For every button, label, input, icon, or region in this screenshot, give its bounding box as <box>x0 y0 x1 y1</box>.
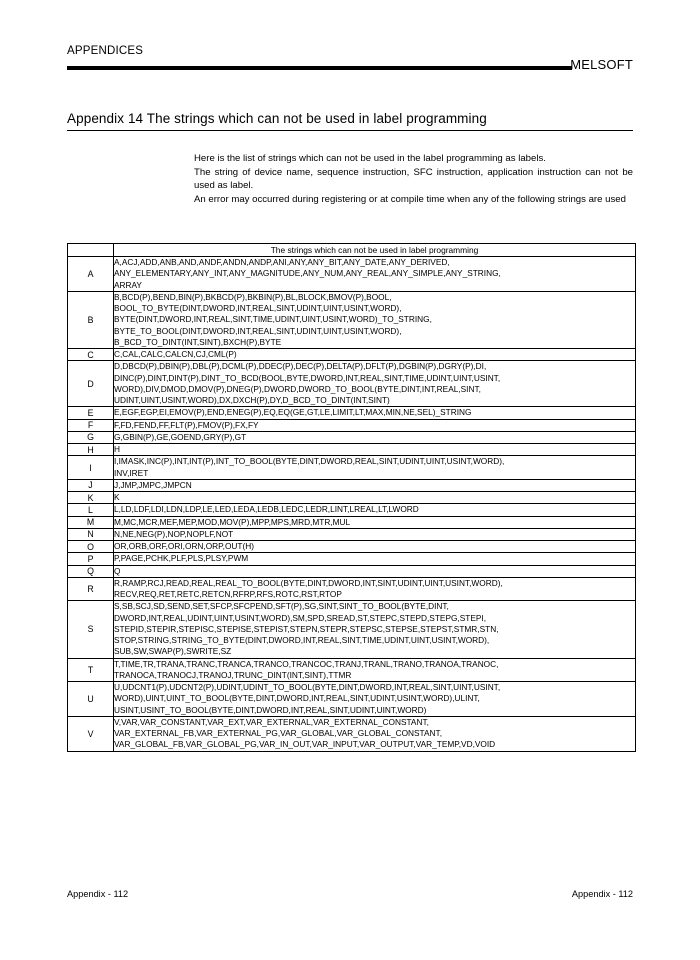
row-strings-line: C,CAL,CALC,CALCN,CJ,CML(P) <box>114 349 237 359</box>
intro-line-3: An error may occurred during registering or at compile time when any of the following strings are used <box>194 193 626 205</box>
row-strings-cell <box>114 716 636 751</box>
table-body <box>68 257 636 752</box>
table-row <box>68 541 636 553</box>
table-header-row <box>68 244 636 257</box>
row-strings-line: DWORD,INT,REAL,UDINT,UINT,USINT,WORD),SM,SPD,SREAD,ST,STEPC,STEPD,STEPG,STEPI, <box>114 612 487 623</box>
row-strings-cell <box>114 419 636 431</box>
row-strings-line: L,LD,LDF,LDI,LDN,LDP,LE,LED,LEDA,LEDB,LEDC,LEDR,LINT,LREAL,LT,LWORD <box>114 504 419 515</box>
row-strings-line: D,DBCD(P),DBIN(P),DBL(P),DCML(P),DDEC(P),DEC(P),DELTA(P),DFLT(P),DGBIN(P),DGRY(P),DI, <box>114 361 487 372</box>
row-letter-cell: C <box>68 349 114 361</box>
row-strings-line: ARRAY <box>114 279 142 290</box>
row-strings-line: R,RAMP,RCJ,READ,REAL,REAL_TO_BOOL(BYTE,DINT,DWORD,INT,SINT,UDINT,UINT,USINT,WORD), <box>114 577 503 588</box>
row-strings-cell <box>114 601 636 658</box>
row-letter-cell: Q <box>68 565 114 577</box>
header-rule <box>67 66 572 70</box>
table-row <box>68 444 636 456</box>
section-title-rule <box>67 130 633 131</box>
table-row <box>68 516 636 528</box>
table-row <box>68 601 636 658</box>
table-row <box>68 577 636 601</box>
row-letter-cell: I <box>68 456 114 480</box>
row-letter-cell: S <box>68 601 114 658</box>
table-row <box>68 528 636 540</box>
row-strings-line: T,TIME,TR,TRANA,TRANC,TRANCA,TRANCO,TRANCOC,TRANJ,TRANL,TRANO,TRANOA,TRANOC, <box>114 658 499 669</box>
row-strings-line: TRANOCA,TRANOCJ,TRANOJ,TRUNC_DINT(INT,SINT),TTMR <box>114 669 352 680</box>
row-strings-line: P,PAGE,PCHK,PLF,PLS,PLSY,PWM <box>114 553 249 564</box>
row-strings-line: OR,ORB,ORF,ORI,ORN,ORP,OUT(H) <box>114 541 254 551</box>
row-strings-line: BOOL_TO_BYTE(DINT,DWORD,INT,REAL,SINT,UDINT,UINT,USINT,WORD), <box>114 303 402 313</box>
row-strings-cell <box>114 528 636 540</box>
row-strings-line: WORD),DIV,DMOD,DMOV(P),DNEG(P),DWORD,DWORD_TO_BOOL(BYTE,DINT,INT,REAL,SINT, <box>114 383 481 394</box>
row-strings-cell <box>114 492 636 504</box>
row-letter-cell: G <box>68 431 114 443</box>
row-letter-cell: O <box>68 541 114 553</box>
table-row <box>68 565 636 577</box>
row-strings-line: B_BCD_TO_DINT(INT,SINT),BXCH(P),BYTE <box>114 336 282 347</box>
row-strings-cell <box>114 456 636 480</box>
row-strings-line: U,UDCNT1(P),UDCNT2(P),UDINT,UDINT_TO_BOOL(BYTE,DINT,DWORD,INT,REAL,SINT,UINT,USINT, <box>114 682 501 692</box>
table-row <box>68 658 636 682</box>
reserved-strings-table <box>67 243 636 752</box>
row-strings-cell <box>114 541 636 553</box>
row-strings-line: ANY_ELEMENTARY,ANY_INT,ANY_MAGNITUDE,ANY_NUM,ANY_REAL,ANY_SIMPLE,ANY_STRING, <box>114 268 501 279</box>
row-letter-cell: R <box>68 577 114 601</box>
table-row <box>68 257 636 292</box>
row-strings-line: V,VAR,VAR_CONSTANT,VAR_EXT,VAR_EXTERNAL,VAR_EXTERNAL_CONSTANT, <box>114 716 429 727</box>
row-strings-cell <box>114 444 636 456</box>
page-footer <box>67 889 633 903</box>
row-strings-line: BYTE_TO_BOOL(DINT,DWORD,INT,REAL,SINT,UDINT,UINT,USINT,WORD), <box>114 325 402 336</box>
row-strings-line: S,SB,SCJ,SD,SEND,SET,SFCP,SFCPEND,SFT(P),SG,SINT,SINT_TO_BOOL(BYTE,DINT, <box>114 601 449 612</box>
row-strings-cell <box>114 479 636 491</box>
row-letter-cell: E <box>68 407 114 419</box>
row-strings-cell <box>114 553 636 565</box>
row-strings-cell <box>114 291 636 348</box>
table-row <box>68 492 636 504</box>
intro-text <box>194 152 633 206</box>
header-section-label: APPENDICES <box>67 45 144 57</box>
row-letter-cell: V <box>68 716 114 751</box>
page-header <box>67 45 633 77</box>
table-row <box>68 431 636 443</box>
row-strings-line: F,FD,FEND,FF,FLT(P),FMOV(P),FX,FY <box>114 419 259 430</box>
row-strings-line: STEPID,STEPIR,STEPISC,STEPISE,STEPIST,STEPN,STEPR,STEPSC,STEPSE,STEPST,STMR,STN, <box>114 623 499 634</box>
table-row <box>68 456 636 480</box>
row-letter-cell: H <box>68 444 114 456</box>
table-row <box>68 682 636 717</box>
row-strings-line: M,MC,MCR,MEF,MEP,MOD,MOV(P),MPP,MPS,MRD,MTR,MUL <box>114 516 351 527</box>
footer-page-label-right: Appendix - 112 <box>571 889 633 899</box>
table-row <box>68 553 636 565</box>
row-letter-cell: B <box>68 291 114 348</box>
row-strings-cell <box>114 658 636 682</box>
row-strings-line: H <box>114 444 120 454</box>
intro-line-2: The string of device name, sequence instruction, SFC instruction, application instruction can not be used as label. <box>194 166 633 192</box>
row-strings-cell <box>114 257 636 292</box>
table-row <box>68 349 636 361</box>
section-title-block <box>67 111 633 131</box>
intro-line-1: Here is the list of strings which can not be used in the label programming as labels. <box>194 153 546 164</box>
row-strings-cell <box>114 349 636 361</box>
row-letter-cell: F <box>68 419 114 431</box>
row-strings-line: WORD),UINT,UINT_TO_BOOL(BYTE,DINT,DWORD,INT,REAL,SINT,UDINT,USINT,WORD),ULINT, <box>114 693 480 704</box>
row-strings-line: USINT,USINT_TO_BOOL(BYTE,DINT,DWORD,INT,REAL,SINT,UDINT,UINT,WORD) <box>114 704 427 715</box>
row-strings-line: RECV,REQ,RET,RETC,RETCN,RFRP,RFS,ROTC,RST,RTOP <box>114 589 342 599</box>
row-letter-cell: D <box>68 361 114 407</box>
row-strings-line: SUB,SW,SWAP(P),SWRITE,SZ <box>114 646 232 657</box>
row-strings-cell <box>114 682 636 717</box>
row-letter-cell: P <box>68 553 114 565</box>
row-strings-line: STOP,STRING,STRING_TO_BYTE(DINT,DWORD,INT,REAL,SINT,TIME,UDINT,UINT,USINT,WORD), <box>114 635 490 645</box>
row-letter-cell: T <box>68 658 114 682</box>
header-brand-label: MELSOFT <box>570 57 633 72</box>
table-row <box>68 419 636 431</box>
column-header-letter <box>68 244 114 257</box>
row-letter-cell: M <box>68 516 114 528</box>
row-strings-cell <box>114 516 636 528</box>
row-letter-cell: U <box>68 682 114 717</box>
row-strings-line: VAR_EXTERNAL_FB,VAR_EXTERNAL_PG,VAR_GLOBAL,VAR_GLOBAL_CONSTANT, <box>114 728 442 738</box>
row-strings-line: VAR_GLOBAL_FB,VAR_GLOBAL_PG,VAR_IN_OUT,VAR_INPUT,VAR_OUTPUT,VAR_TEMP,VD,VOID <box>114 739 496 750</box>
row-strings-cell <box>114 431 636 443</box>
table-row <box>68 407 636 419</box>
row-strings-line: BYTE(DINT,DWORD,INT,REAL,SINT,TIME,UDINT,UINT,USINT,WORD)_TO_STRING, <box>114 314 432 325</box>
row-letter-cell: K <box>68 492 114 504</box>
row-strings-line: G,GBIN(P),GE,GOEND,GRY(P),GT <box>114 431 247 442</box>
row-strings-cell <box>114 577 636 601</box>
row-strings-line: A,ACJ,ADD,ANB,AND,ANDF,ANDN,ANDP,ANI,ANY,ANY_BIT,ANY_DATE,ANY_DERIVED, <box>114 257 450 267</box>
row-strings-cell <box>114 361 636 407</box>
row-strings-line: B,BCD(P),BEND,BIN(P),BKBCD(P),BKBIN(P),BL,BLOCK,BMOV(P),BOOL, <box>114 291 392 302</box>
row-letter-cell: A <box>68 257 114 292</box>
row-strings-line: INV,IRET <box>114 467 149 478</box>
row-strings-line: UDINT,UINT,USINT,WORD),DX,DXCH(P),DY,D_BCD_TO_DINT(INT,SINT) <box>114 395 390 405</box>
table-row <box>68 479 636 491</box>
row-letter-cell: J <box>68 479 114 491</box>
table-row <box>68 504 636 516</box>
table-row <box>68 291 636 348</box>
row-strings-line: K <box>114 492 120 502</box>
table-head <box>68 244 636 257</box>
row-strings-cell <box>114 407 636 419</box>
page-title: Appendix 14 The strings which can not be used in label programming <box>67 111 487 126</box>
footer-page-label-left: Appendix - 112 <box>67 889 129 899</box>
row-strings-line: I,IMASK,INC(P),INT,INT(P),INT_TO_BOOL(BYTE,DINT,DWORD,REAL,SINT,UDINT,UINT,USINT,WORD), <box>114 456 505 467</box>
row-strings-line: DINC(P),DINT,DINT(P),DINT_TO_BCD(BOOL,BYTE,DWORD,INT,REAL,SINT,TIME,UDINT,UINT,USINT, <box>114 372 501 383</box>
row-strings-cell <box>114 504 636 516</box>
table-row <box>68 361 636 407</box>
table-row <box>68 716 636 751</box>
row-strings-line: E,EGF,EGP,EI,EMOV(P),END,ENEG(P),EQ,EQ(GE,GT,LE,LIMIT,LT,MAX,MIN,NE,SEL)_STRING <box>114 407 472 418</box>
row-letter-cell: L <box>68 504 114 516</box>
row-strings-line: J,JMP,JMPC,JMPCN <box>114 479 192 490</box>
row-strings-line: Q <box>114 565 121 576</box>
column-header-strings: The strings which can not be used in label programming <box>114 244 636 257</box>
row-strings-line: N,NE,NEG(P),NOP,NOPLF,NOT <box>114 528 234 539</box>
row-letter-cell: N <box>68 528 114 540</box>
row-strings-cell <box>114 565 636 577</box>
